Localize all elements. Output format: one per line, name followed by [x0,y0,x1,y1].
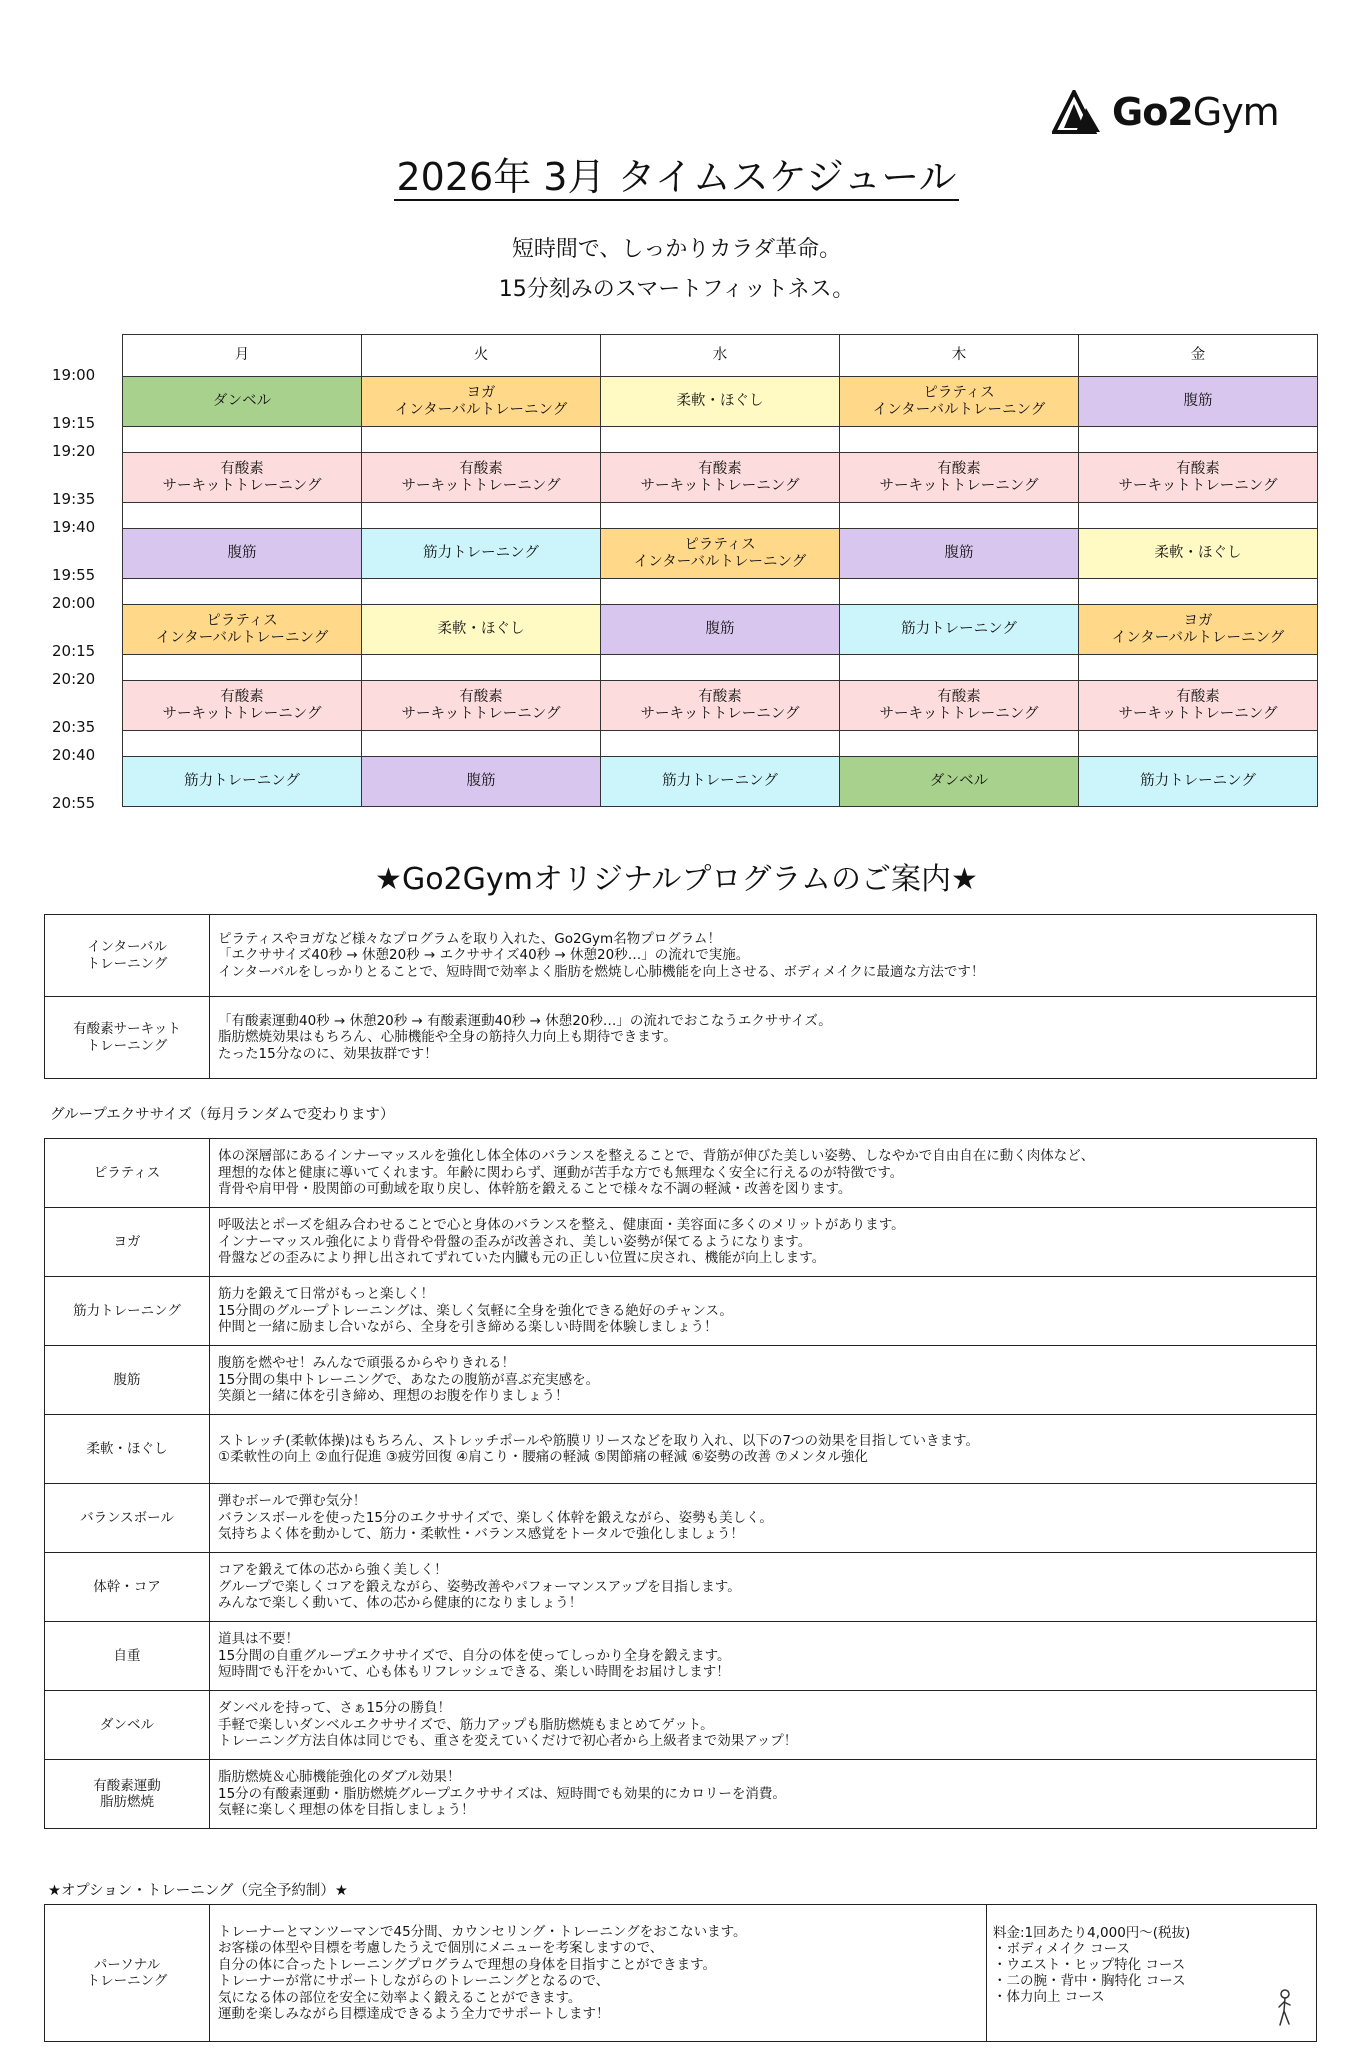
class-block [600,680,840,731]
class-label: 有酸素 サーキットトレーニング [879,688,1039,722]
day-header: 木 [839,334,1079,377]
class-label: 筋力トレーニング [662,773,778,789]
break-gap [361,730,601,757]
class-block [1078,376,1318,427]
class-block [1078,452,1318,503]
program-name: 筋力トレーニング [45,1277,210,1346]
group-exercise-table [44,1138,1317,1829]
class-block [1078,528,1318,579]
slot-start-time: 19:20 [52,442,96,460]
brand-go2: Go2 [1112,90,1193,134]
program-row [45,1208,1317,1277]
program-description: 「有酸素運動40秒 → 休憩20秒 → 有酸素運動40秒 → 休憩20秒…」の流れでおこなうエクササイズ。 脂肪燃焼効果はもちろん、心肺機能や全身の筋持久力向上も期待できます。 たった15分なのに、効果抜群です！ [210,997,1317,1079]
program-row [45,915,1317,997]
option-desc: トレーナーとマンツーマンで45分間、カウンセリング・トレーニングをおこないます。 お客様の体型や目標を考慮したうえで個別にメニューを考案しますので、 自分の体に合ったトレーニングプログラムで理想の身体を目指すことができます。 トレーナーが常にサポートしながらのトレーニングとなるので、 気になる体の部位を安全に効率よく鍛えることができます。 運動を楽しみながら目標達成できるよう全力でサポートします！ [210,1905,987,2042]
brand-name [1112,86,1279,138]
page-title [0,150,1353,204]
class-label: ダンベル [212,393,272,409]
break-gap [600,426,840,453]
slot-end-time: 20:35 [52,718,96,736]
program-name: ダンベル [45,1691,210,1760]
class-label: 有酸素 サーキットトレーニング [162,688,322,722]
break-gap [1078,578,1318,605]
class-block [600,452,840,503]
class-block [361,680,601,731]
program-name: 腹筋 [45,1346,210,1415]
break-gap [600,578,840,605]
programs-heading: ★Go2Gymオリジナルプログラムのご案内★ [375,862,978,897]
class-label: 筋力トレーニング [184,773,300,789]
day-header: 火 [361,334,601,377]
program-name: 有酸素運動 脂肪燃焼 [45,1760,210,1829]
slot-end-time: 19:15 [52,414,96,432]
class-block [839,604,1079,655]
go2gym-logo [1052,86,1292,138]
break-gap [122,730,362,757]
class-block [839,452,1079,503]
program-description: 呼吸法とポーズを組み合わせることで心と身体のバランスを整え、健康面・美容面に多くのメリットがあります。 インナーマッスル強化により背骨や骨盤の歪みが改善され、美しい姿勢が保てるようになります。 骨盤などの歪みにより押し出されてずれていた内臓も元の正しい位置に戻され、機能が向上します。 [210,1208,1317,1277]
class-block [1078,680,1318,731]
slot-start-time: 20:20 [52,670,96,688]
tagline-1: 短時間で、しっかりカラダ革命。 [511,237,842,262]
triangle-logo-icon [1052,90,1104,134]
class-block [839,680,1079,731]
program-name: 自重 [45,1622,210,1691]
program-description: 筋力を鍛えて日常がもっと楽しく！ 15分間のグループトレーニングは、楽しく気軽に全身を強化できる絶好のチャンス。 仲間と一緒に励まし合いながら、全身を引き締める楽しい時間を体験しましょう！ [210,1277,1317,1346]
class-label: ピラティス インターバルトレーニング [633,536,807,570]
class-label: 有酸素 サーキットトレーニング [401,460,561,494]
program-row [45,1277,1317,1346]
class-label: 筋力トレーニング [1140,773,1256,789]
program-name: 有酸素サーキット トレーニング [45,997,210,1079]
option-row [45,1905,1317,2042]
class-block [122,452,362,503]
program-name: インターバル トレーニング [45,915,210,997]
class-label: 腹筋 [705,621,735,637]
price-text: 料金:1回あたり4,000円～(税抜) ・ボディメイク コース ・ウエスト・ヒップ特化 コース ・二の腕・背中・胸特化 コース ・体力向上 コース [993,1925,1191,2005]
slot-start-time: 20:40 [52,746,96,764]
option-price [987,1905,1317,2042]
program-row [45,1415,1317,1484]
class-block [600,528,840,579]
class-label: ダンベル [929,773,989,789]
original-programs-table [44,914,1317,1079]
class-label: 腹筋 [944,545,974,561]
class-block [361,452,601,503]
class-label: 柔軟・ほぐし [437,621,525,637]
option-name: パーソナル トレーニング [45,1905,210,2042]
class-block [122,680,362,731]
class-block [361,604,601,655]
brand-gym: Gym [1192,90,1279,134]
class-block [1078,604,1318,655]
class-label: ヨガ インターバルトレーニング [1111,612,1285,646]
class-label: 腹筋 [1183,393,1213,409]
class-block [600,376,840,427]
break-gap [600,502,840,529]
program-description: ストレッチ(柔軟体操)はもちろん、ストレッチポールや筋膜リリースなどを取り入れ、以下の7つの効果を目指していきます。 ①柔軟性の向上 ②血行促進 ③疲労回復 ④肩こり・腰痛の軽減 ⑤関節痛の軽減 ⑥姿勢の改善 ⑦メンタル強化 [210,1415,1317,1484]
slot-end-time: 19:55 [52,566,96,584]
class-block [839,756,1079,807]
slot-end-time: 20:15 [52,642,96,660]
program-name: バランスボール [45,1484,210,1553]
program-description: コアを鍛えて体の芯から強く美しく！ グループで楽しくコアを鍛えながら、姿勢改善やパフォーマンスアップを目指します。 みんなで楽しく動いて、体の芯から健康的になりましょう！ [210,1553,1317,1622]
class-block [839,528,1079,579]
break-gap [122,654,362,681]
class-block [361,528,601,579]
break-gap [122,578,362,605]
slot-start-time: 20:00 [52,594,96,612]
program-name: 体幹・コア [45,1553,210,1622]
program-row [45,1760,1317,1829]
class-block [122,528,362,579]
day-header: 金 [1078,334,1318,377]
class-label: 有酸素 サーキットトレーニング [640,460,800,494]
break-gap [1078,730,1318,757]
break-gap [839,654,1079,681]
program-row [45,1139,1317,1208]
break-gap [1078,654,1318,681]
class-block [839,376,1079,427]
running-figure-icon [1276,1989,1294,2027]
program-description: 道具は不要！ 15分間の自重グループエクササイズで、自分の体を使ってしっかり全身を鍛えます。 短時間でも汗をかいて、心も体もリフレッシュできる、楽しい時間をお届けします！ [210,1622,1317,1691]
class-label: 有酸素 サーキットトレーニング [162,460,322,494]
class-label: 柔軟・ほぐし [1154,545,1242,561]
option-caption: ★オプション・トレーニング（完全予約制）★ [48,1883,348,1899]
program-row [45,997,1317,1079]
class-block [361,756,601,807]
class-label: 腹筋 [466,773,496,789]
break-gap [361,578,601,605]
program-row [45,1346,1317,1415]
class-label: 腹筋 [227,545,257,561]
break-gap [600,654,840,681]
slot-start-time: 19:00 [52,366,96,384]
break-gap [361,502,601,529]
program-description: ダンベルを持って、さぁ15分の勝負！ 手軽で楽しいダンベルエクササイズで、筋力アップも脂肪燃焼もまとめてゲット。 トレーニング方法自体は同じでも、重さを変えていくだけで初心者から上級者まで効果アップ！ [210,1691,1317,1760]
slot-start-time: 19:40 [52,518,96,536]
class-block [122,604,362,655]
break-gap [839,426,1079,453]
break-gap [122,502,362,529]
program-description: 腹筋を燃やせ！みんなで頑張るからやりきれる！ 15分間の集中トレーニングで、あなたの腹筋が喜ぶ充実感を。 笑顔と一緒に体を引き締め、理想のお腹を作りましょう！ [210,1346,1317,1415]
class-label: 有酸素 サーキットトレーニング [401,688,561,722]
class-label: 柔軟・ほぐし [676,393,764,409]
break-gap [839,578,1079,605]
program-description: 体の深層部にあるインナーマッスルを強化し体全体のバランスを整えることで、背筋が伸びた美しい姿勢、しなやかで自由自在に動く肉体など、 理想的な体と健康に導いてくれます。年齢に関わらず、運動が苦手な方でも無理なく安全に行えるのが特徴です。 背骨や肩甲骨・股関節の可動域を取り戻し、体幹筋を鍛えることで様々な不調の軽減・改善を図ります。 [210,1139,1317,1208]
slot-end-time: 19:35 [52,490,96,508]
day-header: 水 [600,334,840,377]
class-block [600,756,840,807]
slot-end-time: 20:55 [52,794,96,812]
class-block [361,376,601,427]
class-label: ヨガ インターバルトレーニング [394,384,568,418]
program-name: 柔軟・ほぐし [45,1415,210,1484]
class-label: ピラティス インターバルトレーニング [155,612,329,646]
break-gap [839,502,1079,529]
break-gap [600,730,840,757]
program-row [45,1484,1317,1553]
class-block [1078,756,1318,807]
program-row [45,1622,1317,1691]
break-gap [361,654,601,681]
class-block [600,604,840,655]
class-label: 筋力トレーニング [423,545,539,561]
class-label: 有酸素 サーキットトレーニング [1118,460,1278,494]
break-gap [361,426,601,453]
program-description: 脂肪燃焼＆心肺機能強化のダブル効果！ 15分の有酸素運動・脂肪燃焼グループエクササイズは、短時間でも効果的にカロリーを消費。 気軽に楽しく理想の体を目指しましょう！ [210,1760,1317,1829]
title-text: 2026年 3月 タイムスケジュール [396,155,957,199]
program-row [45,1691,1317,1760]
program-description: 弾むボールで弾む気分！ バランスボールを使った15分のエクササイズで、楽しく体幹を鍛えながら、姿勢も美しく。 気持ちよく体を動かして、筋力・柔軟性・バランス感覚をトータルで強化しましょう！ [210,1484,1317,1553]
program-name: ヨガ [45,1208,210,1277]
class-label: 有酸素 サーキットトレーニング [1118,688,1278,722]
break-gap [1078,426,1318,453]
class-block [122,756,362,807]
option-table [44,1904,1317,2042]
class-label: 有酸素 サーキットトレーニング [640,688,800,722]
break-gap [122,426,362,453]
day-header: 月 [122,334,362,377]
break-gap [1078,502,1318,529]
class-label: 有酸素 サーキットトレーニング [879,460,1039,494]
program-description: ピラティスやヨガなど様々なプログラムを取り入れた、Go2Gym名物プログラム！ 「エクササイズ40秒 → 休憩20秒 → エクササイズ40秒 → 休憩20秒…」の流れで実施。 インターバルをしっかりとることで、短時間で効率よく脂肪を燃焼し心肺機能を向上させる、ボディメイクに最適な方法です！ [210,915,1317,997]
class-block [122,376,362,427]
program-row [45,1553,1317,1622]
break-gap [839,730,1079,757]
tagline-2: 15分刻みのスマートフィットネス。 [498,277,855,302]
group-exercise-caption: グループエクササイズ（毎月ランダムで変わります） [50,1107,395,1123]
class-label: ピラティス インターバルトレーニング [872,384,1046,418]
class-label: 筋力トレーニング [901,621,1017,637]
program-name: ピラティス [45,1139,210,1208]
